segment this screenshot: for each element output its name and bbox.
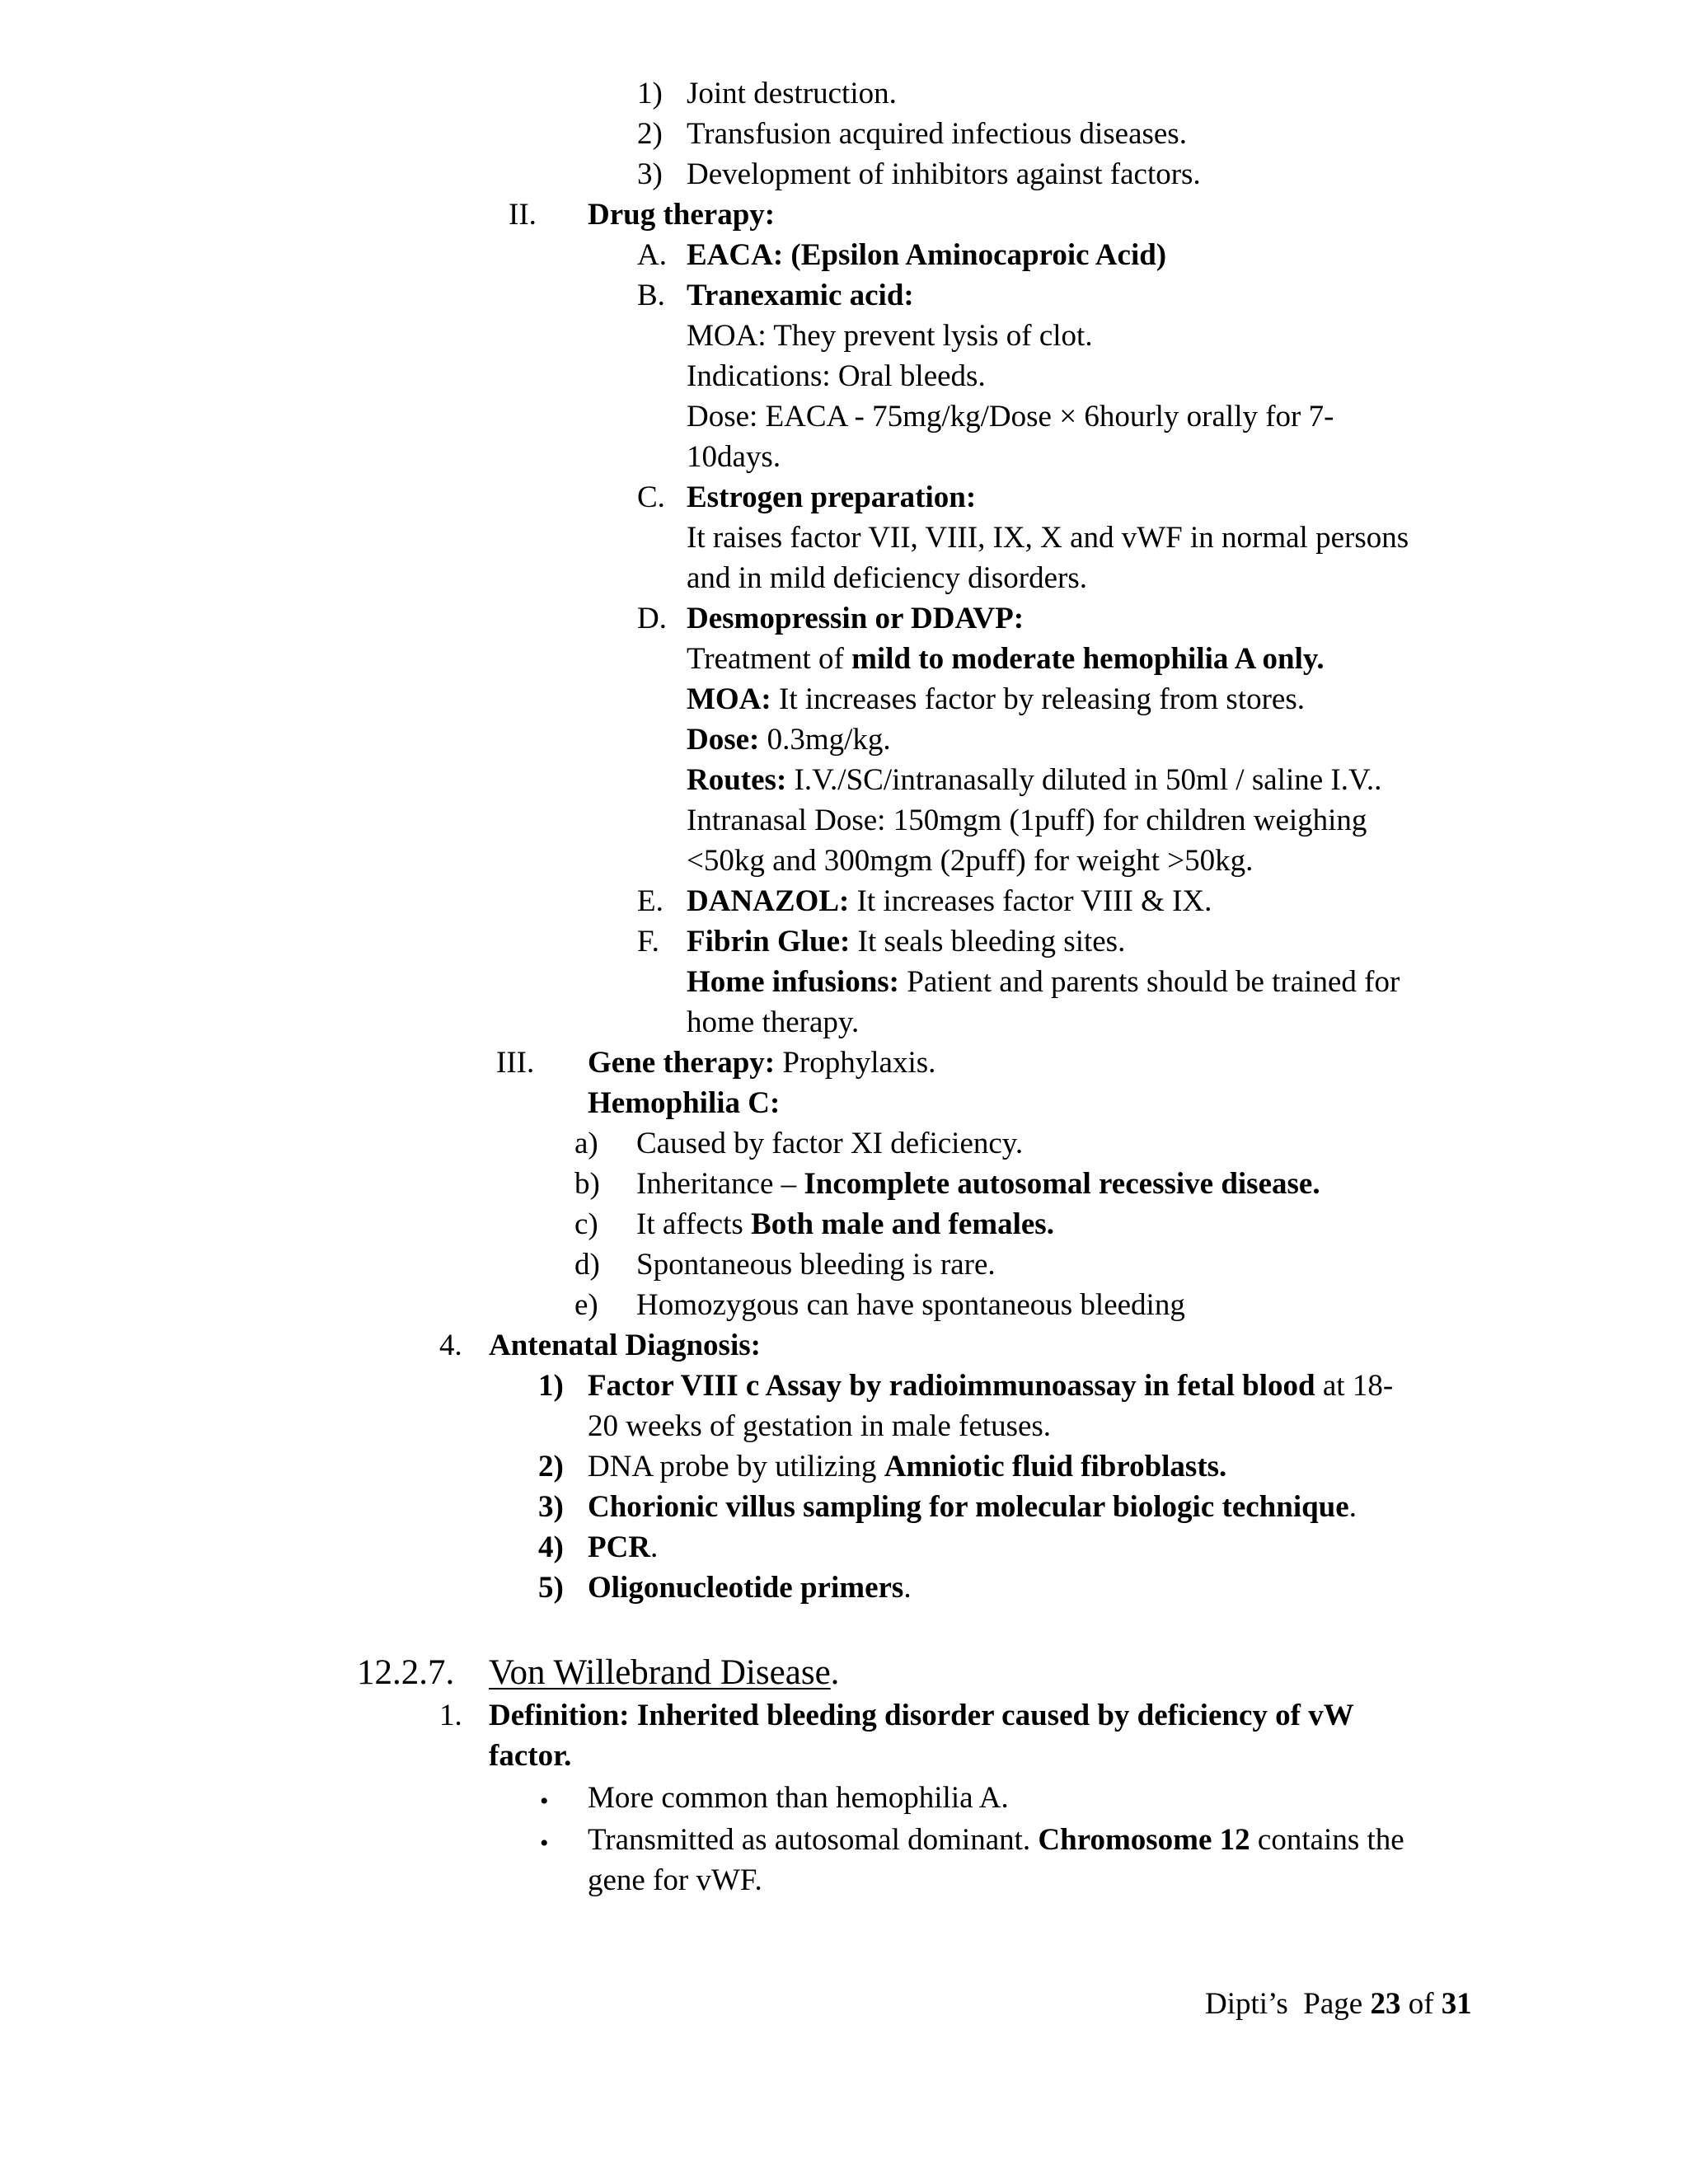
list-item <box>588 1368 1393 1404</box>
item-text: Intranasal Dose: 150mgm (1puff) for children weighing <box>687 804 1367 837</box>
bold-run: Incomplete autosomal recessive disease. <box>804 1167 1320 1201</box>
text-run: It seals bleeding sites. <box>850 925 1126 958</box>
item-text: <50kg and 300mgm (2puff) for weight >50kg. <box>687 844 1254 878</box>
list-number: 3) <box>637 157 663 191</box>
definition-text: factor. <box>489 1739 572 1773</box>
list-item: Joint destruction. <box>687 77 897 110</box>
text-run: Transmitted as autosomal dominant. <box>588 1823 1039 1857</box>
text-run: It affects <box>636 1207 752 1241</box>
item-letter: B. <box>637 279 665 312</box>
item-text <box>687 964 1400 1001</box>
list-number: 1) <box>637 77 663 110</box>
bold-run: Factor VIII c Assay by radioimmunoassay in fetal blood <box>588 1369 1315 1403</box>
item-letter: e) <box>574 1288 598 1322</box>
bold-label: Fibrin Glue: <box>687 925 851 958</box>
section-number: III. <box>496 1046 535 1080</box>
text-run: at 18- <box>1315 1369 1394 1403</box>
item-letter: c) <box>574 1207 598 1241</box>
list-item <box>636 1247 996 1283</box>
list-number: 5) <box>538 1571 564 1605</box>
text-run: Prophylaxis. <box>775 1046 936 1080</box>
text-run: Caused by factor XI deficiency. <box>636 1127 1024 1160</box>
item-text <box>687 924 1125 960</box>
list-number: 2) <box>538 1450 564 1483</box>
heading-title-period: . <box>830 1653 840 1692</box>
list-item: Transfusion acquired infectious diseases. <box>687 117 1187 151</box>
heading-title <box>489 1652 839 1694</box>
item-letter: F. <box>637 925 659 958</box>
footer-page-total: 31 <box>1441 1987 1472 2021</box>
text-run: Treatment of <box>687 642 852 676</box>
section-text <box>588 1045 935 1081</box>
item-text <box>687 722 891 758</box>
text-run: It increases factor by releasing from stores. <box>771 682 1305 716</box>
text-run: contains the <box>1250 1823 1404 1857</box>
section-number: 1. <box>439 1699 462 1732</box>
bold-run: Chorionic villus sampling for molecular biologic technique <box>588 1490 1349 1524</box>
item-letter: b) <box>574 1167 600 1201</box>
text-run: . <box>1348 1490 1357 1524</box>
bold-label: Routes: <box>687 763 787 797</box>
list-number: 1) <box>538 1369 564 1403</box>
bold-label: MOA: <box>687 682 771 716</box>
definition-text: Definition: Inherited bleeding disorder caused by deficiency of vW <box>489 1699 1354 1732</box>
bold-label: Dose: <box>687 723 760 757</box>
heading-title-text: Von Willebrand Disease <box>489 1653 831 1692</box>
list-item <box>588 1449 1226 1485</box>
heading-number: 12.2.7. <box>357 1653 455 1692</box>
list-number: 2) <box>637 117 663 151</box>
item-text <box>687 682 1305 718</box>
section-number: 4. <box>439 1329 462 1362</box>
item-text <box>687 641 1325 677</box>
bullet-item: More common than hemophilia A. <box>588 1781 1009 1815</box>
text-run: . <box>903 1571 912 1605</box>
item-letter: a) <box>574 1127 598 1160</box>
footer-author: Dipti’s <box>1205 1987 1288 2021</box>
item-text: It raises factor VII, VIII, IX, X and vWF in normal persons <box>687 521 1409 555</box>
bold-run: mild to moderate hemophilia A only. <box>851 642 1325 676</box>
item-title: Tranexamic acid: <box>687 279 914 312</box>
list-item <box>636 1207 1054 1243</box>
text-run: Patient and parents should be trained for <box>899 965 1400 999</box>
text-run: Spontaneous bleeding is rare. <box>636 1248 996 1282</box>
list-item <box>636 1126 1023 1162</box>
text-run: Homozygous can have spontaneous bleeding <box>636 1288 1185 1322</box>
item-text <box>687 762 1381 799</box>
bullet-icon: • <box>540 1830 549 1857</box>
list-item <box>636 1287 1185 1324</box>
footer-page-number: 23 <box>1370 1987 1401 2021</box>
item-title: Desmopressin or DDAVP: <box>687 602 1025 635</box>
list-item <box>588 1489 1357 1526</box>
item-text: MOA: They prevent lysis of clot. <box>687 319 1093 353</box>
section-number: II. <box>509 198 537 232</box>
page-footer <box>1205 1986 1472 2022</box>
item-text <box>687 883 1212 920</box>
bold-run: Amniotic fluid fibroblasts. <box>884 1450 1227 1483</box>
item-text: home therapy. <box>687 1005 860 1039</box>
bold-label: Home infusions: <box>687 965 900 999</box>
item-text: and in mild deficiency disorders. <box>687 561 1088 595</box>
footer-page-word: Page <box>1303 1987 1363 2021</box>
bullet-item-continued: gene for vWF. <box>588 1863 762 1897</box>
list-item: Development of inhibitors against factors. <box>687 157 1201 191</box>
bold-run: Oligonucleotide primers <box>588 1571 904 1605</box>
list-item <box>636 1166 1320 1202</box>
bold-run: PCR <box>588 1530 651 1564</box>
bold-run: Chromosome 12 <box>1038 1823 1250 1857</box>
subsection-title: Hemophilia C: <box>588 1086 781 1120</box>
bold-label: DANAZOL: <box>687 884 850 918</box>
list-number: 3) <box>538 1490 564 1524</box>
text-run: Inheritance – <box>636 1167 804 1201</box>
item-letter: A. <box>637 238 667 272</box>
item-title: Estrogen preparation: <box>687 480 977 514</box>
list-item <box>588 1570 912 1606</box>
bullet-icon: • <box>540 1788 549 1815</box>
list-number: 4) <box>538 1530 564 1564</box>
section-title: Antenatal Diagnosis: <box>489 1329 761 1362</box>
list-item-continued: 20 weeks of gestation in male fetuses. <box>588 1409 1052 1443</box>
text-run: . <box>650 1530 659 1564</box>
item-text: Dose: EACA - 75mg/kg/Dose × 6hourly orally for 7- <box>687 400 1334 434</box>
bold-label: Gene therapy: <box>588 1046 776 1080</box>
item-letter: E. <box>637 884 663 918</box>
item-letter: d) <box>574 1248 600 1282</box>
list-item <box>588 1530 658 1566</box>
item-text: 10days. <box>687 440 781 474</box>
text-run: DNA probe by utilizing <box>588 1450 884 1483</box>
text-run: 0.3mg/kg. <box>759 723 891 757</box>
text-run: I.V./SC/intranasally diluted in 50ml / saline I.V.. <box>786 763 1382 797</box>
section-title: Drug therapy: <box>588 198 776 232</box>
item-text: Indications: Oral bleeds. <box>687 359 986 393</box>
footer-of: of <box>1408 1987 1434 2021</box>
item-title: EACA: (Epsilon Aminocaproic Acid) <box>687 238 1167 272</box>
bold-run: Both male and females. <box>751 1207 1054 1241</box>
text-run: It increases factor VIII & IX. <box>849 884 1212 918</box>
item-letter: D. <box>637 602 667 635</box>
item-letter: C. <box>637 480 665 514</box>
bullet-item <box>588 1822 1404 1858</box>
